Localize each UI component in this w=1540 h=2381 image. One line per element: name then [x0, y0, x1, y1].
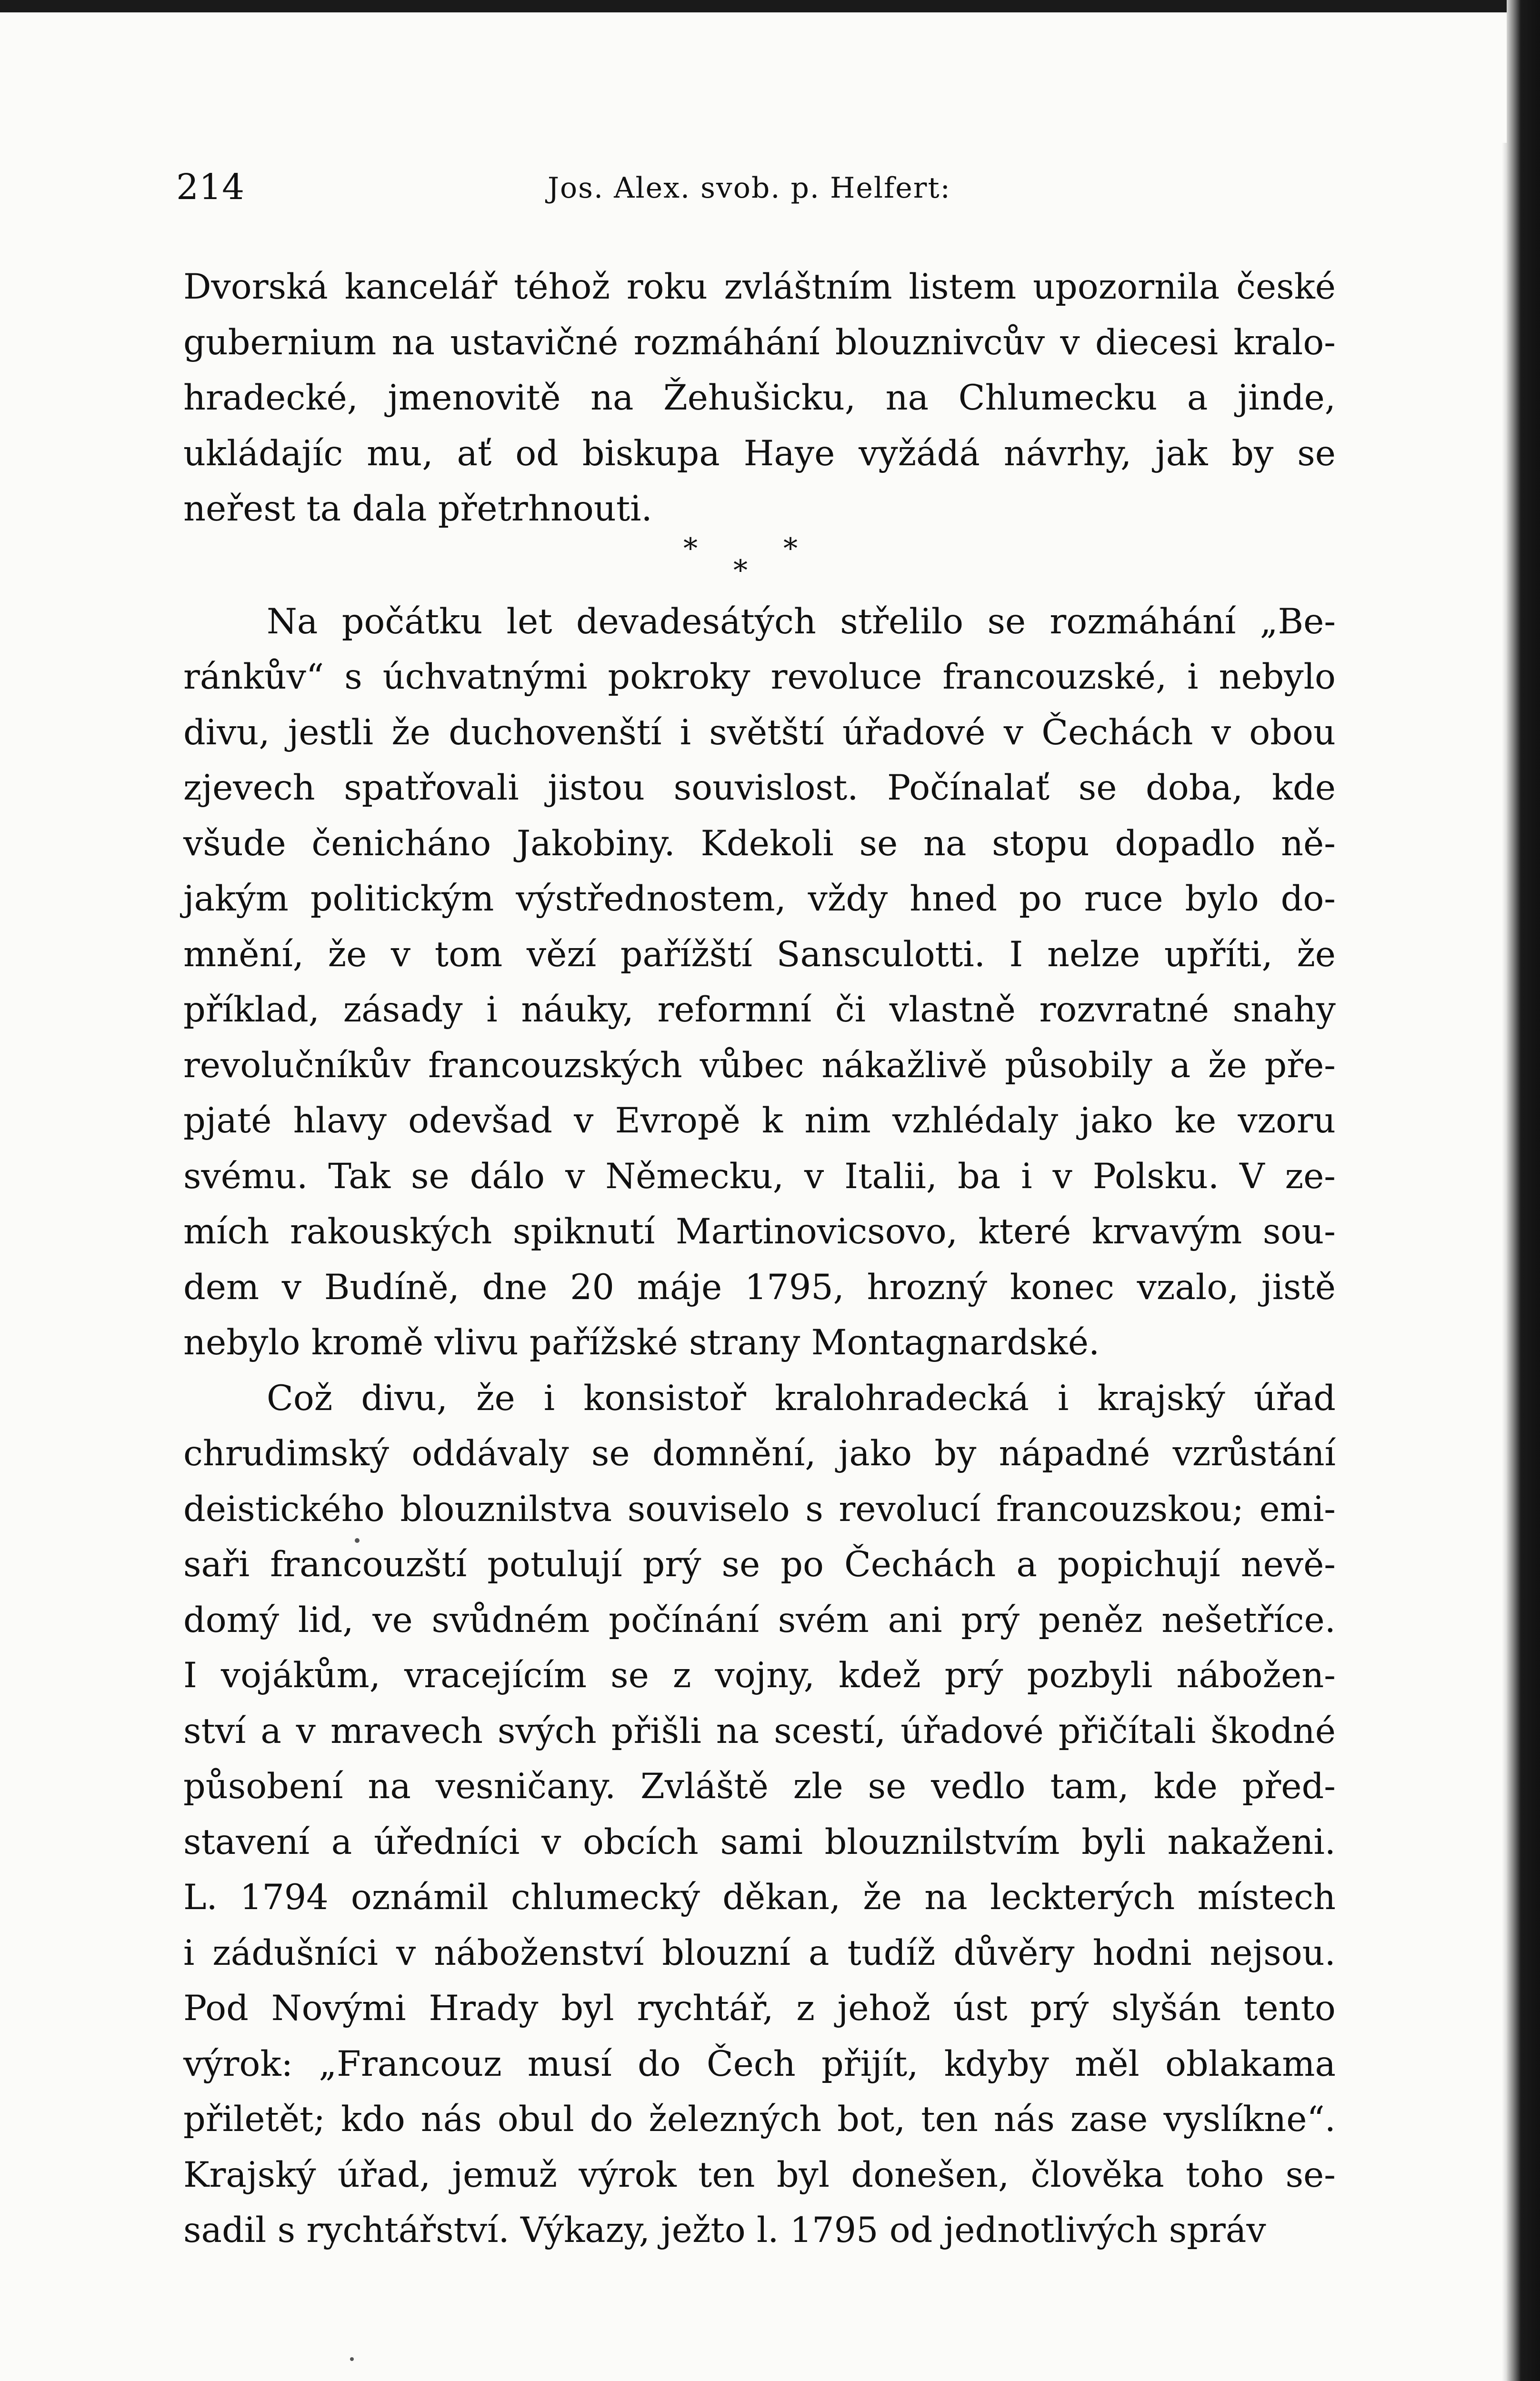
- text-line: domý lid, ve svůdném počínání svém ani prý peněz nešetříce.: [183, 1600, 1336, 1641]
- paragraph: [183, 260, 1336, 537]
- text-line: ství a v mravech svých přišli na scestí, úřadové přičítali škodné: [183, 1711, 1336, 1751]
- text-line: gubernium na ustavičné rozmáhání blouznivcův v diecesi kralo-: [183, 322, 1336, 363]
- paragraph: [183, 594, 1336, 1371]
- text-line: stavení a úředníci v obcích sami blouznilstvím byli nakaženi.: [183, 1821, 1336, 1862]
- body-text: [183, 260, 1336, 2259]
- text-line: i zádušníci v náboženství blouzní a tudíž důvěry hodni nejsou.: [183, 1932, 1336, 1973]
- text-line: revolučníkův francouzských vůbec nákažlivě působily a že pře-: [183, 1045, 1336, 1086]
- text-line: výrok: „Francouz musí do Čech přijít, kdyby měl oblakama: [183, 2043, 1336, 2084]
- scan-right-border: [1507, 0, 1540, 2381]
- text-line: deistického blouznilstva souviselo s revolucí francouzskou; emi-: [183, 1489, 1336, 1530]
- text-line: ránkův“ s úchvatnými pokroky revoluce francouzské, i nebylo: [183, 657, 1336, 697]
- text-line: hradecké, jmenovitě na Žehušicku, na Chlumecku a jinde,: [183, 378, 1336, 418]
- text-line: Na počátku let devadesátých střelilo se rozmáhání „Be-: [267, 601, 1336, 642]
- page-header: [176, 157, 1348, 214]
- paragraph: [183, 1371, 1336, 2259]
- page-number: 214: [176, 167, 245, 208]
- text-line: přiletět; kdo nás obul do železných bot, ten nás zase vyslíkne“.: [183, 2099, 1336, 2140]
- text-line: příklad, zásady i náuky, reformní či vlastně rozvratné snahy: [183, 990, 1336, 1030]
- text-line: L. 1794 oznámil chlumecký děkan, že na leckterých místech: [183, 1877, 1336, 1918]
- page-gutter-shadow: [1502, 143, 1507, 2381]
- text-line: dem v Budíně, dne 20 máje 1795, hrozný konec vzalo, jistě: [183, 1267, 1336, 1308]
- text-line: ukládajíc mu, ať od biskupa Haye vyžádá návrhy, jak by se: [183, 433, 1336, 474]
- text-line: neřest ta dala přetrhnouti.: [183, 489, 652, 529]
- text-line: svému. Tak se dálo v Německu, v Italii, ba i v Polsku. V ze-: [183, 1156, 1336, 1197]
- text-line: působení na vesničany. Zvláště zle se vedlo tam, kde před-: [183, 1766, 1336, 1807]
- text-line: mích rakouských spiknutí Martinovicsovo, které krvavým sou-: [183, 1211, 1336, 1252]
- text-line: nebylo kromě vlivu pařížské strany Montagnardské.: [183, 1322, 1100, 1363]
- text-line: I vojákům, vracejícím se z vojny, kdež prý pozbyli nábožen-: [183, 1655, 1336, 1696]
- text-line: jakým politickým výstřednostem, vždy hned po ruce bylo do-: [183, 879, 1336, 919]
- text-line: saři francouzští potulují prý se po Čechách a popichují nevě-: [183, 1544, 1336, 1585]
- scan-speck: [355, 1538, 360, 1543]
- text-line: Dvorská kancelář téhož roku zvláštním listem upozornila české: [183, 267, 1336, 307]
- text-line: Pod Novými Hrady byl rychtář, z jehož úst prý slyšán tento: [183, 1988, 1336, 2029]
- text-line: Což divu, že i konsistoř kralohradecká i krajský úřad: [267, 1378, 1336, 1419]
- running-head: Jos. Alex. svob. p. Helfert:: [548, 171, 951, 205]
- scan-speck: [350, 2357, 354, 2361]
- text-line: mnění, že v tom vězí pařížští Sansculotti. I nelze upříti, že: [183, 934, 1336, 975]
- text-line: divu, jestli že duchovenští i světští úřadové v Čechách v obou: [183, 712, 1336, 753]
- text-line: všude čenicháno Jakobiny. Kdekoli se na stopu dopadlo ně-: [183, 823, 1336, 864]
- text-line: Krajský úřad, jemuž výrok ten byl donešen, člověka toho se-: [183, 2154, 1336, 2195]
- scan-top-border: [0, 0, 1540, 12]
- text-line: chrudimský oddávaly se domnění, jako by nápadné vzrůstání: [183, 1433, 1336, 1474]
- text-line: zjevech spatřovali jistou souvislost. Počínalať se doba, kde: [183, 768, 1336, 808]
- text-line: pjaté hlavy odevšad v Evropě k nim vzhlédaly jako ke vzoru: [183, 1100, 1336, 1141]
- section-break-asterisks: * * *: [683, 531, 798, 587]
- text-line: sadil s rychtářství. Výkazy, ježto l. 1795 od jednotlivých správ: [183, 2210, 1266, 2251]
